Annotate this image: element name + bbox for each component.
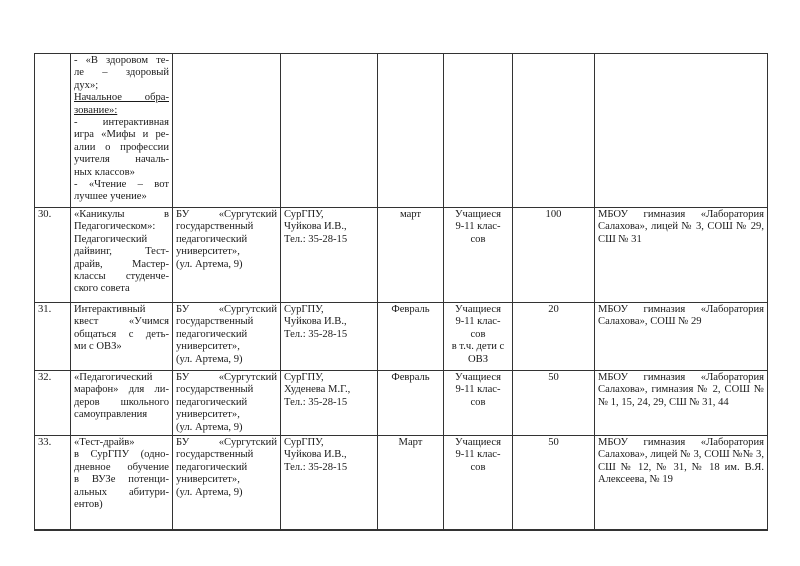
text-line: университет», bbox=[176, 341, 240, 353]
events-table bbox=[34, 53, 768, 531]
text-line: университет», bbox=[176, 474, 240, 486]
text-line: Худенева М.Г., bbox=[284, 384, 351, 396]
cell-contact bbox=[281, 303, 378, 371]
text-line: 9-11 клас- bbox=[455, 449, 501, 461]
cell-organizer bbox=[173, 208, 281, 303]
text-line: Педагогический bbox=[74, 233, 148, 245]
cell-participants bbox=[444, 54, 513, 208]
text-line: (ул. Артема, 9) bbox=[176, 258, 243, 270]
text-line: альных абитури- bbox=[74, 486, 169, 498]
text-line: сов bbox=[470, 328, 486, 340]
text-line: СурГПУ, bbox=[284, 209, 324, 220]
table-row bbox=[35, 303, 768, 371]
text-line: 9-11 клас- bbox=[455, 316, 501, 328]
text-line: сов bbox=[470, 233, 486, 245]
table-row-continuation bbox=[35, 54, 768, 208]
text-line: Тел.: 35-28-15 bbox=[284, 461, 348, 473]
text-line: Чуйкова И.В., bbox=[284, 316, 347, 328]
text-line: «Каникулы в bbox=[74, 209, 169, 220]
cell-contact bbox=[281, 208, 378, 303]
text-line: СурГПУ, bbox=[284, 304, 324, 315]
text-line: БУ «Сургутский bbox=[176, 437, 277, 449]
section-heading-line: зование»: bbox=[74, 104, 118, 116]
text-line: алии о профессии bbox=[74, 141, 169, 153]
cell-organizer bbox=[173, 303, 281, 371]
text-line: университет», bbox=[176, 246, 240, 258]
cell-schools: МБОУ гимназия «Лаборатория Салахова», лицей № 3, СОШ №№ 3, СШ № 12, № 31, № 18 им. В.Я. Алексеева, № 19 bbox=[595, 436, 768, 530]
text-line: государственный bbox=[176, 384, 254, 396]
text-line: марафон» для ли- bbox=[74, 384, 169, 396]
cell-count: 50 bbox=[513, 371, 595, 436]
cell-organizer bbox=[173, 54, 281, 208]
cell-date: март bbox=[378, 208, 444, 303]
cell-schools bbox=[595, 54, 768, 208]
text-line: игра «Мифы и ре- bbox=[74, 129, 169, 141]
cell-schools: МБОУ гимназия «Лаборатория Салахова», СОШ № 29 bbox=[595, 303, 768, 371]
text-line: классы студенче- bbox=[74, 271, 169, 283]
text-line: - интерактивная bbox=[74, 117, 169, 129]
section-heading-line: Начальное обра- bbox=[74, 92, 169, 104]
text-line: БУ «Сургутский bbox=[176, 209, 277, 220]
cell-count bbox=[513, 54, 595, 208]
cell-count: 20 bbox=[513, 303, 595, 371]
table-row bbox=[35, 371, 768, 436]
text-line: СурГПУ, bbox=[284, 437, 324, 449]
text-line: в т.ч. дети с bbox=[451, 341, 505, 353]
text-line: - «В здоровом те- bbox=[74, 55, 169, 66]
text-line: квест «Учимся bbox=[74, 316, 169, 328]
text-line: дневное обучение bbox=[74, 461, 169, 473]
text-line: государственный bbox=[176, 221, 254, 233]
text-line: сов bbox=[470, 461, 486, 473]
text-line: государственный bbox=[176, 316, 254, 328]
text-line: СурГПУ, bbox=[284, 372, 324, 383]
cell-date bbox=[378, 54, 444, 208]
cell-event bbox=[71, 208, 173, 303]
text-line: Тел.: 35-28-15 bbox=[284, 396, 348, 408]
cell-contact bbox=[281, 54, 378, 208]
text-line: в СурГПУ (одно- bbox=[74, 449, 169, 461]
text-line: государственный bbox=[176, 449, 254, 461]
cell-number bbox=[35, 54, 71, 208]
text-line: дух»; bbox=[74, 79, 99, 91]
table-row bbox=[35, 208, 768, 303]
text-line: университет», bbox=[176, 409, 240, 421]
text-line: в ВУЗе потенци- bbox=[74, 474, 169, 486]
text-line: БУ «Сургутский bbox=[176, 304, 277, 315]
text-line: ных классов» bbox=[74, 166, 135, 178]
cell-schools: МБОУ гимназия «Лаборатория Салахова», лицей № 3, СОШ № 29, СШ № 31 bbox=[595, 208, 768, 303]
cell-contact bbox=[281, 371, 378, 436]
text-line: Чуйкова И.В., bbox=[284, 449, 347, 461]
cell-count: 100 bbox=[513, 208, 595, 303]
cell-number: 30. bbox=[35, 208, 71, 303]
table-row bbox=[35, 436, 768, 530]
text-line: БУ «Сургутский bbox=[176, 372, 277, 383]
text-line: лучшее учение» bbox=[74, 191, 147, 203]
text-line: учителя началь- bbox=[74, 154, 169, 166]
cell-date: Февраль bbox=[378, 371, 444, 436]
cell-number: 32. bbox=[35, 371, 71, 436]
cell-count: 50 bbox=[513, 436, 595, 530]
cell-contact bbox=[281, 436, 378, 530]
text-line: педагогический bbox=[176, 461, 248, 473]
text-line: педагогический bbox=[176, 328, 248, 340]
text-line: (ул. Артема, 9) bbox=[176, 486, 243, 498]
cell-participants bbox=[444, 303, 513, 371]
text-line: Учащиеся bbox=[455, 372, 501, 383]
text-line: ского совета bbox=[74, 283, 130, 295]
text-line: (ул. Артема, 9) bbox=[176, 421, 243, 433]
text-line: сов bbox=[470, 396, 486, 408]
text-line: Учащиеся bbox=[455, 304, 501, 315]
text-line: общаться с деть- bbox=[74, 328, 169, 340]
cell-participants bbox=[444, 208, 513, 303]
cell-participants bbox=[444, 371, 513, 436]
text-line: Тел.: 35-28-15 bbox=[284, 328, 348, 340]
text-line: Интерактивный bbox=[74, 304, 146, 315]
text-line: педагогический bbox=[176, 233, 248, 245]
text-line: 9-11 клас- bbox=[455, 384, 501, 396]
text-line: Педагогическом»: bbox=[74, 221, 156, 233]
cell-event bbox=[71, 436, 173, 530]
text-line: драйв, Мастер- bbox=[74, 258, 169, 270]
cell-participants bbox=[444, 436, 513, 530]
text-line: самоуправления bbox=[74, 409, 148, 421]
cell-organizer bbox=[173, 371, 281, 436]
cell-date: Март bbox=[378, 436, 444, 530]
text-line: Учащиеся bbox=[455, 209, 501, 220]
cell-date: Февраль bbox=[378, 303, 444, 371]
text-line: ентов) bbox=[74, 499, 103, 511]
text-line: деров школьного bbox=[74, 396, 169, 408]
text-line: Чуйкова И.В., bbox=[284, 221, 347, 233]
cell-schools: МБОУ гимназия «Лаборатория Салахова», гимназия № 2, СОШ №№ 1, 15, 24, 29, СШ № 31, 44 bbox=[595, 371, 768, 436]
text-line: Учащиеся bbox=[455, 437, 501, 449]
text-line: (ул. Артема, 9) bbox=[176, 353, 243, 365]
text-line: ле – здоровый bbox=[74, 67, 169, 79]
text-line: ми с ОВЗ» bbox=[74, 341, 122, 353]
text-line: дайвинг, Тест- bbox=[74, 246, 169, 258]
cell-event bbox=[71, 303, 173, 371]
text-line: «Тест-драйв» bbox=[74, 437, 135, 449]
cell-event bbox=[71, 371, 173, 436]
cell-event bbox=[71, 54, 173, 208]
cell-organizer bbox=[173, 436, 281, 530]
cell-number: 33. bbox=[35, 436, 71, 530]
text-line: ОВЗ bbox=[467, 353, 489, 365]
text-line: 9-11 клас- bbox=[455, 221, 501, 233]
text-line: педагогический bbox=[176, 396, 248, 408]
text-line: Тел.: 35-28-15 bbox=[284, 233, 348, 245]
text-line: «Педагогический bbox=[74, 372, 153, 383]
text-line: - «Чтение – вот bbox=[74, 179, 169, 191]
cell-number: 31. bbox=[35, 303, 71, 371]
